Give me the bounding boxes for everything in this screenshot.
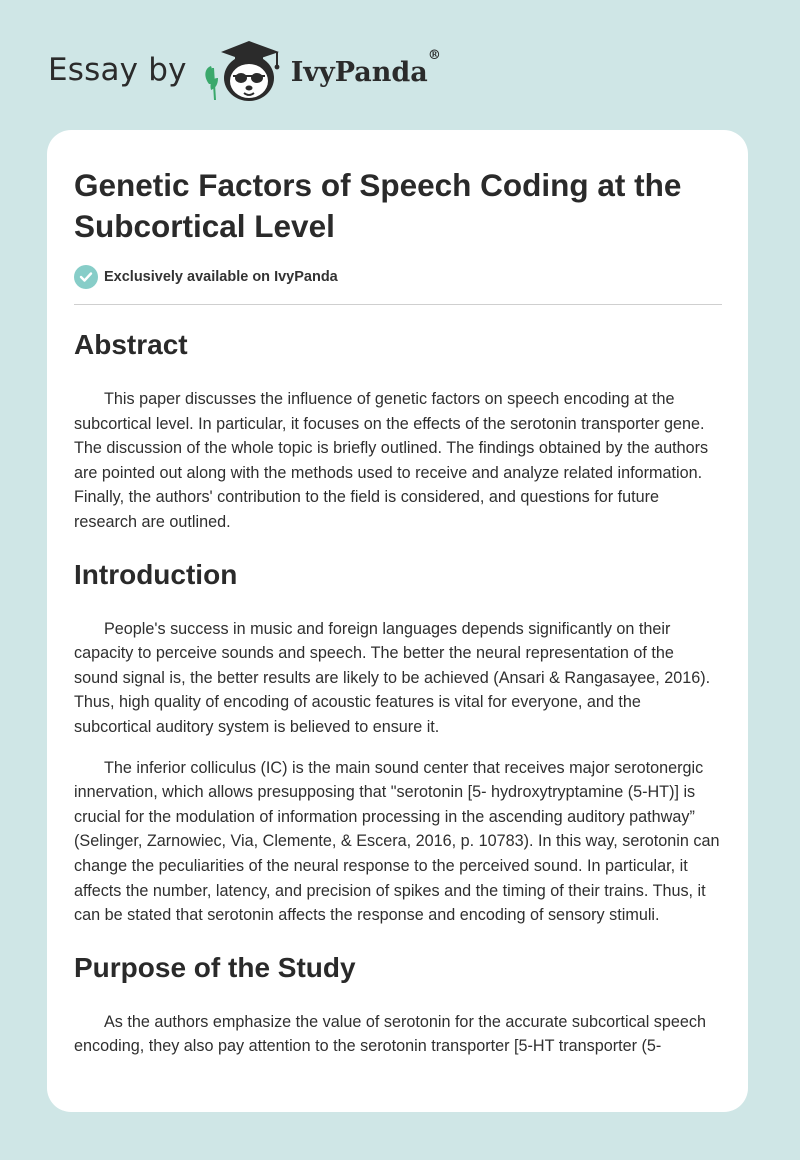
ivypanda-logo-icon[interactable] [199,32,291,108]
abstract-paragraph: This paper discusses the influence of genetic factors on speech encoding at the subcortical level. In particular, it focuses on the effects of the serotonin transporter gene. The discussion of the whole topic is briefly outlined. The findings obtained by the authors are pointed out along with the methods used to receive and analyze related information. Finally, the authors' contribution to the field is considered, and questions for future research are outlined. [74,390,709,531]
brand-text: IvyPanda [290,56,428,88]
essay-by-label: Essay by [48,52,187,88]
exclusive-label: Exclusively available on IvyPanda [104,269,338,285]
essay-card [47,130,748,1112]
section-heading-introduction: Introduction [74,558,238,590]
title-divider [74,304,722,305]
purpose-paragraph: As the authors emphasize the value of serotonin for the accurate subcortical speech encoding, they also pay attention to the serotonin transporter [5-HT transporter (5- [74,1012,706,1056]
introduction-paragraph-1: People's success in music and foreign languages depends significantly on their capacity to perceive sounds and speech. The better the neural representation of the sound signal is, the better results are likely to be achieved (Ansari & Rangasayee, 2016). Thus, high quality of encoding of acoustic features is vital for everyone, and the subcortical auditory system is believed to ensure it. [74,619,711,736]
registered-mark: ® [427,47,441,63]
introduction-paragraph-2: The inferior colliculus (IC) is the main sound center that receives major serotonergic innervation, which allows presupposing that "serotonin [5- hydroxytryptamine (5-HT)] is crucial for the modulation of information processing in the ascending auditory pathway” (Selinger, Zarnowiec, Via, Clemente, & Escera, 2016, p. 10783). In this way, serotonin can change the peculiarities of the neural response to the perceived sound. In particular, it affects the number, latency, and precision of spikes and the timing of their trains. Thus, it can be stated that serotonin affects the response and encoding of sensory stimuli. [74,758,720,925]
site-header [48,30,441,110]
section-heading-abstract: Abstract [74,329,188,360]
brand-name[interactable] [290,47,441,88]
section-heading-purpose: Purpose of the Study [74,951,356,983]
exclusive-badge [74,265,722,289]
check-circle-icon [74,265,98,289]
essay-title: Genetic Factors of Speech Coding at the Subcortical Level [74,167,682,244]
